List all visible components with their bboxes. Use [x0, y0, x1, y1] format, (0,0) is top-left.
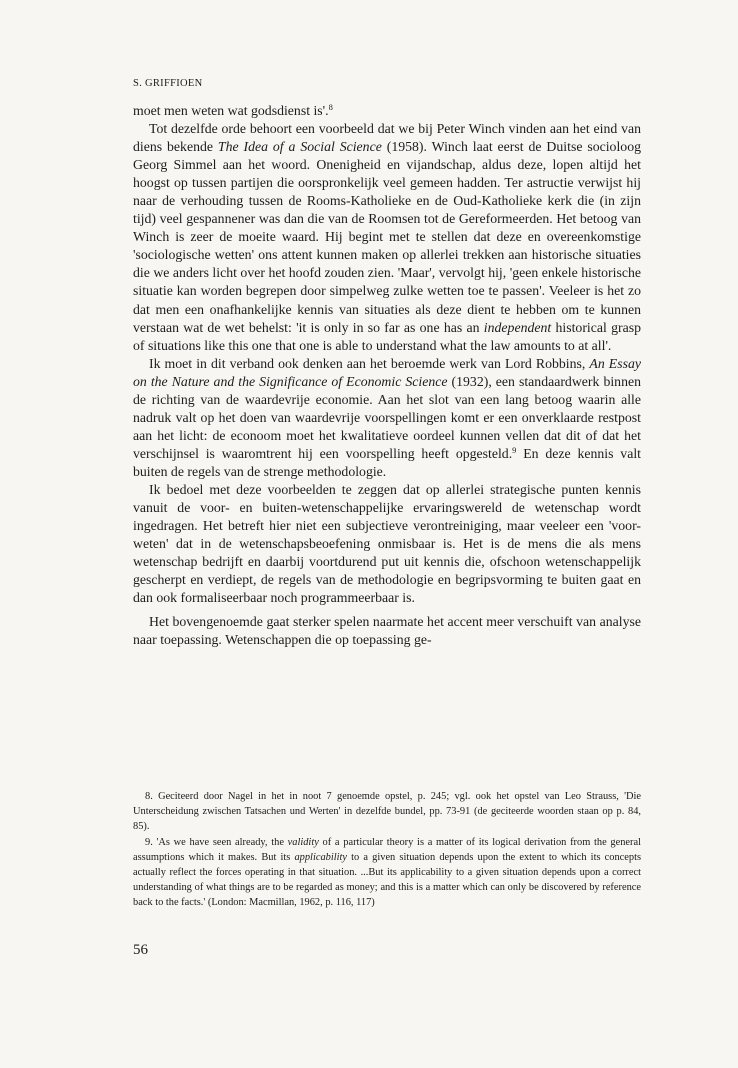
- page-number: 56: [133, 942, 148, 958]
- running-head: S. GRIFFIOEN: [133, 78, 203, 89]
- text-run: 8. Geciteerd door Nagel in het in noot 7 genoemde opstel, p. 245; vgl. ook het opstel van Leo Strauss, 'Die Unterscheidung zwischen Tatsachen und Werten' in dezelfde bundel, pp. 73-91 (de geciteerde woorden staan op p. 84, 85).: [133, 791, 641, 832]
- text-run: historical grasp of situations like this one that one is able to understand what the law amounts to at all'.: [133, 319, 641, 353]
- footnote: [133, 790, 641, 834]
- body-paragraph: [133, 481, 641, 607]
- italic-text: The Idea of a Social Science: [217, 139, 382, 155]
- body-paragraph: [133, 120, 641, 355]
- footnote: [133, 836, 641, 910]
- italic-text: independent: [483, 319, 552, 335]
- text-run: (1958). Winch laat eerst de Duitse socioloog Georg Simmel aan het woord. Onenigheid en vijandschap, aldus deze, lopen altijd het hoogst op tussen partijen die oorspronkelijk veel gemeen hadden. Ter astructie verwijst hij naar de verhouding tussen de Rooms-Katholieke en de Oud-Katholieke kerk die (in zijn tijd) veel gespannener was dan die van de Roomsen tot de Gereformeerden. Het betoog van Winch is zeer de moeite waard. Hij begint met te stellen dat deze en overeenkomstige 'sociologische wetten' ons attent kunnen maken op allerlei trekken aan historische situaties die we anders licht over het hoofd zouden zien. 'Maar', vervolgt hij, 'geen enkele historische situatie kan worden begrepen door simpelweg zulke wetten toe te passen'. Veeleer is het zo dat men een onafhankelijke kennis van situaties als deze dient te hebben om te kunnen verstaan wat de wet behelst: 'it is only in so far as one has an: [133, 139, 641, 335]
- body-paragraph: [133, 355, 641, 481]
- text-run: Ik moet in dit verband ook denken aan het beroemde werk van Lord Robbins,: [149, 355, 590, 371]
- body-text: [133, 102, 641, 649]
- text-run: Het bovengenoemde gaat sterker spelen naarmate het accent meer verschuift van analyse naar toepassing. Wetenschappen die op toepassing ge-: [133, 614, 641, 648]
- text-run: Ik bedoel met deze voorbeelden te zeggen dat op allerlei strategische punten kennis vanuit de voor- en buiten-wetenschappelijke ervaringswereld de wetenschap wordt ingedragen. Het betreft hier niet een subjectieve verontreiniging, maar veeleer een 'voor-weten' dat in de wetenschapsbeoefening onmisbaar is. Het is de mens die als mens wetenschap bedrijft en daarbij voortdurend put uit kennis die, ofschoon wetenschappelijk gescherpt en verdiept, de regels van de methodologie en begripsvorming te buiten gaat en dan ook formaliseerbaar noch programmeerbaar is.: [133, 481, 641, 606]
- text-run: to a given situation depends upon the extent to which its concepts actually reflect the forces operating in that situation. ...But its applicability to a given situation depends upon a correct understanding of what things are to be regarded as money; and this is a matter which can only be discovered by reference back to the facts.' (London: Macmillan, 1962, p. 116, 117): [133, 852, 642, 908]
- text-run: Tot dezelfde orde behoort een voorbeeld dat we bij Peter Winch vinden aan het eind van diens bekende: [133, 121, 641, 155]
- footnote-marker: 8: [328, 102, 333, 112]
- body-paragraph: [133, 613, 641, 649]
- italic-text: An Essay on the Nature and the Significance of Economic Science: [133, 355, 641, 389]
- text-run: 9. 'As we have seen already, the: [145, 837, 288, 849]
- body-paragraph: [133, 102, 641, 120]
- text-run: (1932), een standaardwerk binnen de richting van de waardevrije economie. Aan het slot van een lang betoog waarin alle nadruk valt op het doen van waardevrije voorspellingen komt er een onverklaarde restpost aan het licht: de econoom moet het kwalitatieve oordeel kunnen vellen dat dit of dat het verschijnsel is waaromtrent hij een voorspelling heeft opgesteld.: [133, 373, 641, 461]
- italic-text: validity: [287, 837, 319, 849]
- text-run: of a particular theory is a matter of its logical derivation from the general assumptions which it makes. But its: [133, 837, 641, 864]
- footnote-marker: 9: [512, 444, 517, 455]
- footnotes: [133, 790, 641, 910]
- text-run: moet men weten wat godsdienst is'.: [133, 103, 329, 118]
- text-run: En deze kennis valt buiten de regels van de strenge methodologie.: [133, 445, 641, 479]
- italic-text: applicability: [294, 852, 347, 864]
